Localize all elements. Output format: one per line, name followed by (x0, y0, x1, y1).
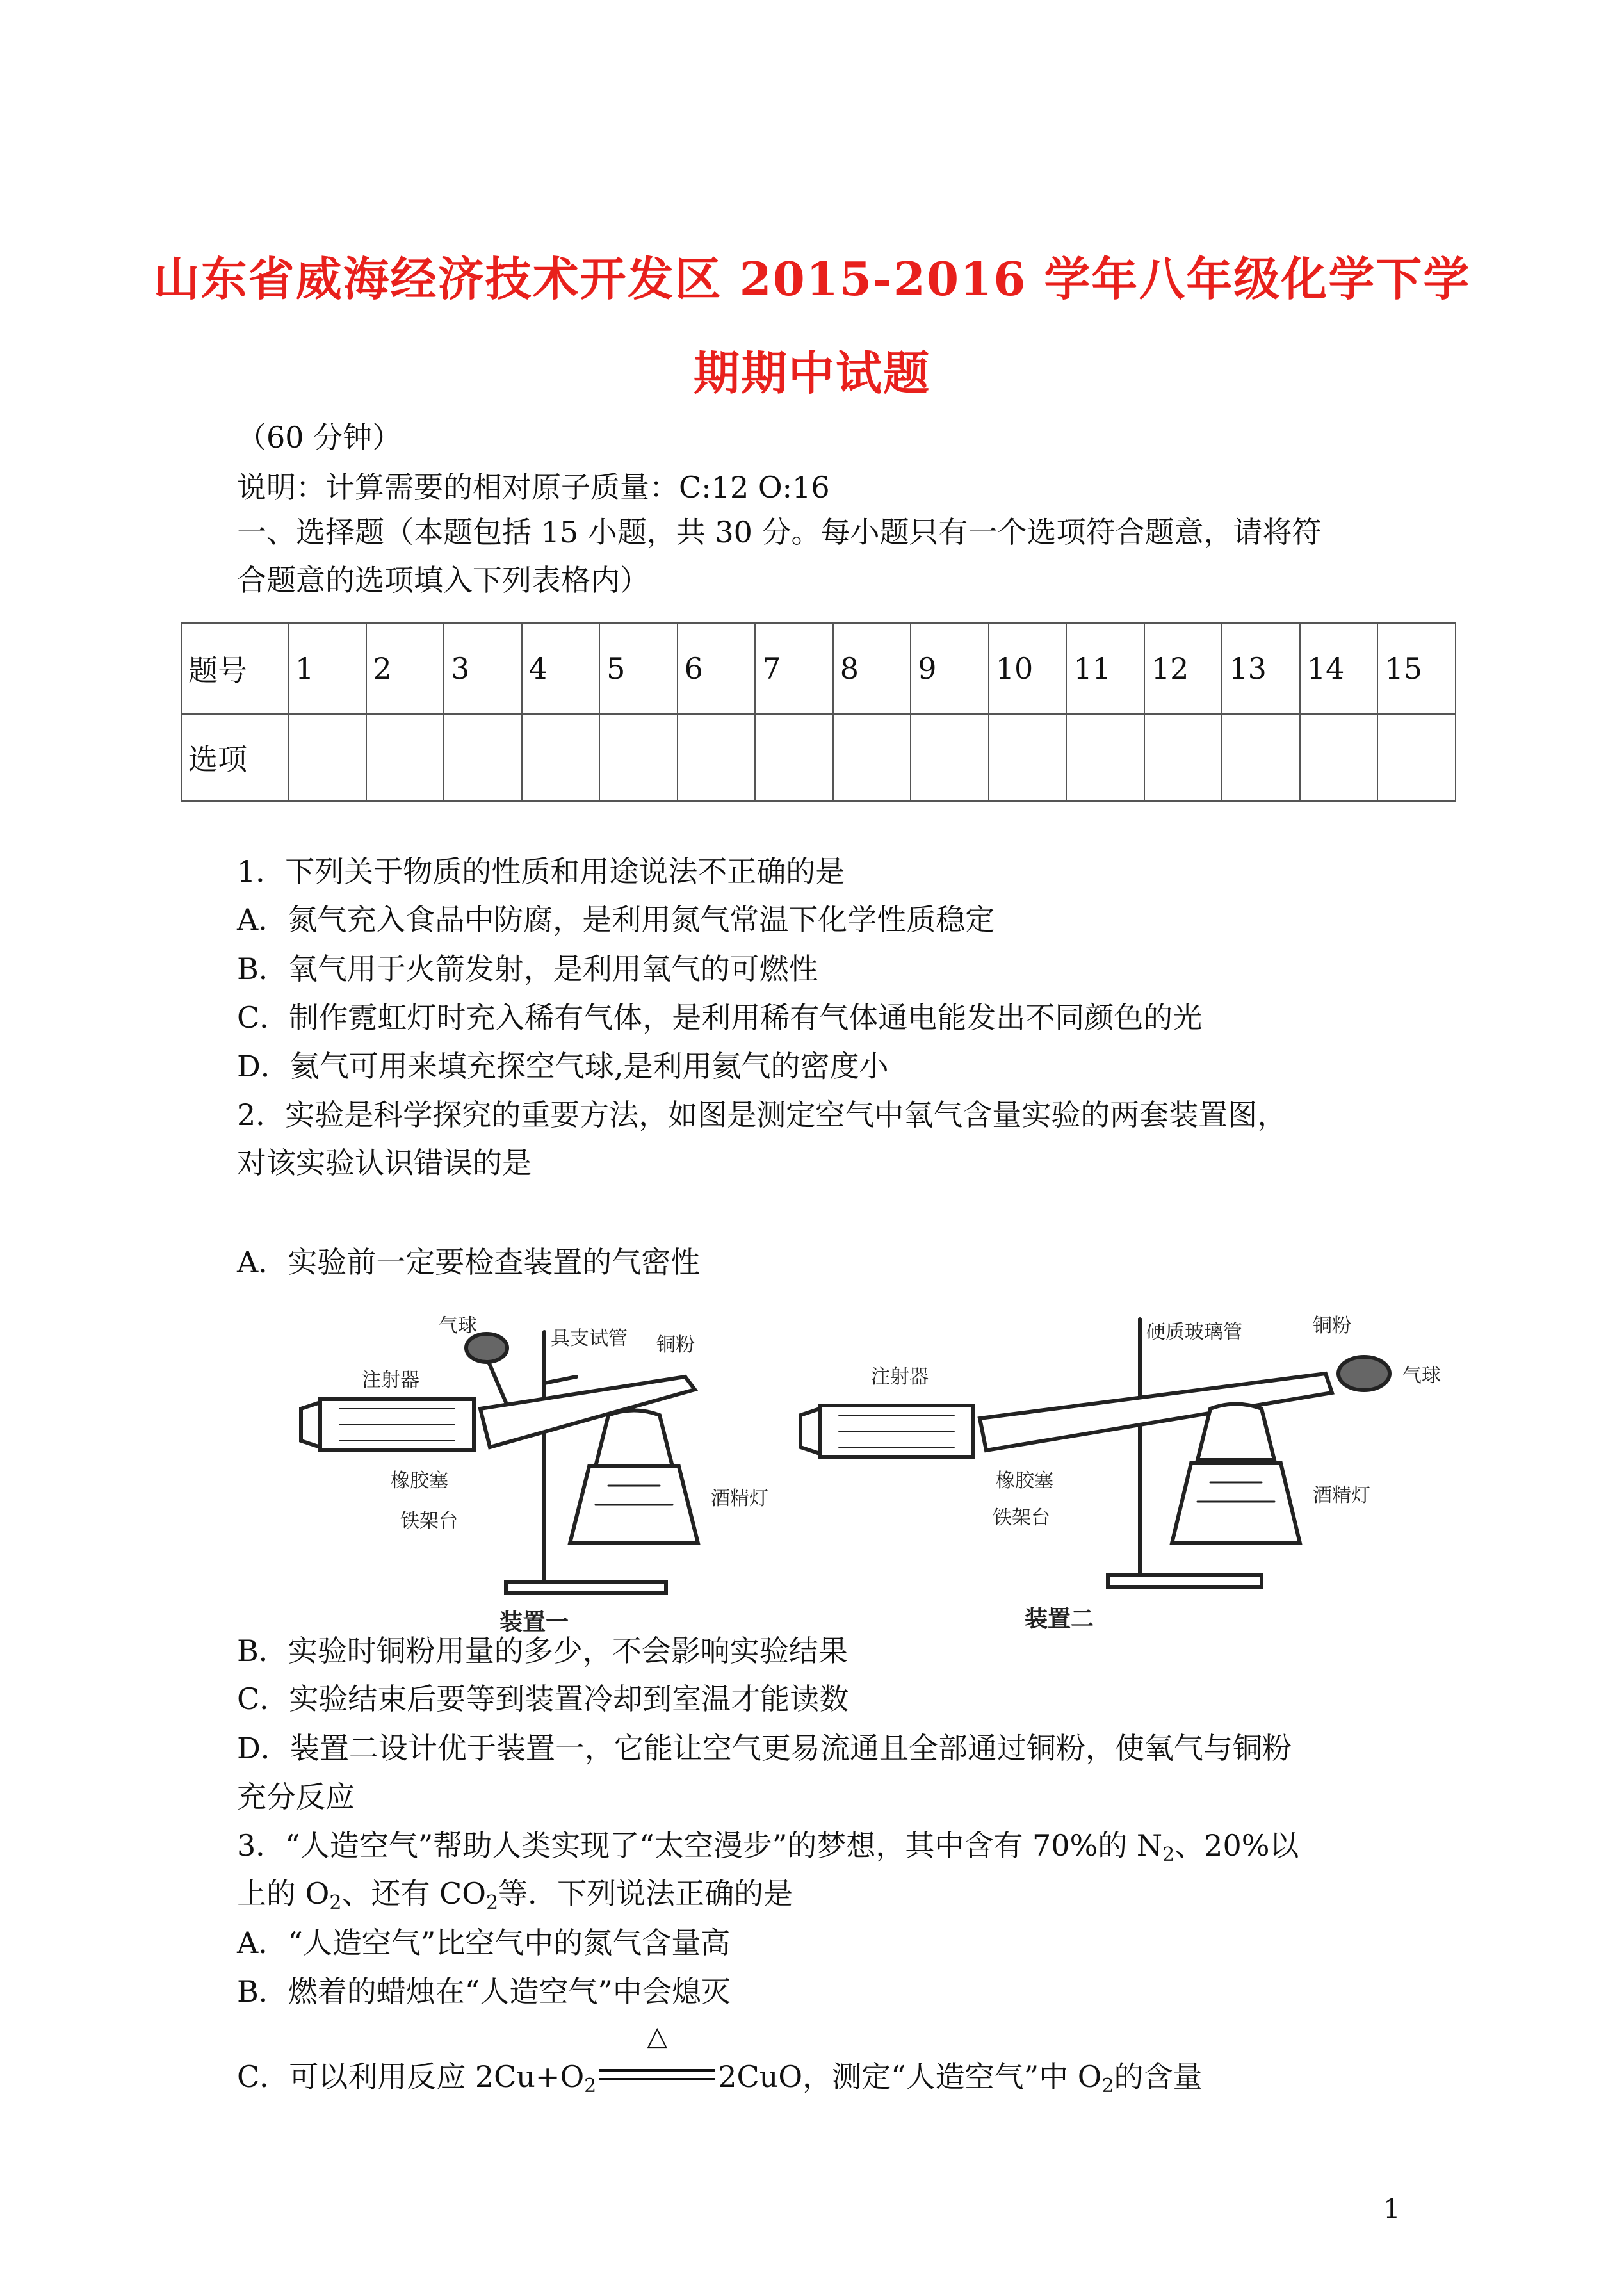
q3-stem-text: 等．下列说法正确的是 (498, 1876, 793, 1911)
question-number-cell: 5 (599, 623, 678, 714)
subscript: 2 (1162, 1844, 1175, 1866)
answer-cell[interactable] (989, 714, 1067, 801)
double-line-equals (596, 2046, 718, 2091)
q3-stem-text: 、20%以 (1174, 1828, 1299, 1863)
caption-apparatus-one: 装置一 (499, 1609, 569, 1633)
document-title-line1: 山东省威海经济技术开发区 2015-2016 学年八年级化学下学 (153, 252, 1471, 306)
q3-option-c (237, 2020, 1203, 2097)
question-number-cell: 7 (755, 623, 833, 714)
subscript: 2 (485, 1892, 499, 1914)
alcohol-lamp (1172, 1463, 1300, 1543)
question-number-cell: 12 (1144, 623, 1222, 714)
question-number-cell: 4 (522, 623, 600, 714)
label-iron-stand: 铁架台 (400, 1510, 458, 1532)
q2-option-b: B．实验时铜粉用量的多少，不会影响实验结果 (237, 1634, 848, 1668)
atomic-mass-note: 说明：计算需要的相对原子质量：C:12 O:16 (237, 470, 830, 505)
label-alcohol-lamp: 酒精灯 (1313, 1484, 1370, 1507)
section1-instructions-line1: 一、选择题（本题包括 15 小题，共 30 分。每小题只有一个选项符合题意，请将符 (237, 515, 1322, 549)
stand-base (1108, 1575, 1262, 1587)
q3-stem-text: 上的 O (237, 1876, 330, 1911)
q2-stem-line2: 对该实验认识错误的是 (237, 1146, 532, 1180)
subscript: 2 (584, 2075, 597, 2097)
q3-option-c-text: C．可以利用反应 2Cu+O (237, 2059, 585, 2094)
answer-cell[interactable] (1066, 714, 1144, 801)
label-balloon: 气球 (439, 1315, 477, 1337)
label-copper-powder: 铜粉 (1313, 1315, 1351, 1337)
label-alcohol-lamp: 酒精灯 (711, 1488, 768, 1510)
copper-powder-support (1198, 1404, 1274, 1461)
apparatus-two-drawing (800, 1319, 1390, 1587)
q3-stem-text: 3．“人造空气”帮助人类实现了“太空漫步”的梦想，其中含有 70%的 N (237, 1828, 1163, 1863)
answer-table-number-row (181, 623, 1456, 714)
page-number: 1 (1383, 2193, 1401, 2225)
q2-option-d-line2: 充分反应 (237, 1780, 355, 1814)
label-syringe: 注射器 (362, 1369, 419, 1391)
q2-stem-line1: 2．实验是科学探究的重要方法，如图是测定空气中氧气含量实验的两套装置图， (237, 1098, 1287, 1132)
question-number-cell: 15 (1377, 623, 1456, 714)
label-balloon: 气球 (1402, 1365, 1441, 1387)
label-hard-glass-tube: 硬质玻璃管 (1146, 1321, 1242, 1343)
label-rubber-stopper: 橡胶塞 (391, 1470, 448, 1492)
apparatus-figure (275, 1313, 1479, 1633)
q3-stem-line1 (237, 1828, 1299, 1866)
q3-option-a: A．“人造空气”比空气中的氮气含量高 (237, 1926, 731, 1960)
answer-cell[interactable] (444, 714, 522, 801)
label-syringe: 注射器 (871, 1366, 929, 1388)
q1-option-a: A．氮气充入食品中防腐，是利用氮气常温下化学性质稳定 (237, 902, 995, 937)
syringe-plunger (301, 1402, 320, 1447)
label-copper-powder: 铜粉 (656, 1334, 695, 1356)
section1-instructions-line2: 合题意的选项填入下列表格内） (237, 563, 649, 597)
heating-condition-sign (596, 2020, 718, 2091)
subscript: 2 (329, 1892, 342, 1914)
question-number-cell: 3 (444, 623, 522, 714)
q3-stem-line2 (237, 1876, 793, 1914)
q1-option-b: B．氧气用于火箭发射，是利用氧气的可燃性 (237, 952, 818, 986)
question-number-cell: 11 (1066, 623, 1144, 714)
answer-cell[interactable] (678, 714, 756, 801)
q2-option-a: A．实验前一定要检查装置的气密性 (237, 1245, 701, 1279)
q2-option-d-line1: D．装置二设计优于装置一，它能让空气更易流通且全部通过铜粉，使氧气与铜粉 (237, 1731, 1292, 1765)
balloon (1338, 1357, 1390, 1390)
label-side-arm-tube: 具支试管 (551, 1327, 628, 1350)
answer-cell[interactable] (599, 714, 678, 801)
subscript: 2 (1101, 2075, 1114, 2097)
stand-clamp (544, 1377, 576, 1383)
question-number-cell: 2 (366, 623, 444, 714)
question-number-cell: 13 (1222, 623, 1300, 714)
delta-heat-symbol: △ (647, 2020, 668, 2052)
question-number-cell: 8 (833, 623, 911, 714)
answer-cell[interactable] (1222, 714, 1300, 801)
q3-option-b: B．燃着的蜡烛在“人造空气”中会熄灭 (237, 1974, 731, 2009)
q3-option-c-text: 的含量 (1114, 2059, 1203, 2094)
answer-table (181, 622, 1456, 802)
syringe-plunger (800, 1409, 820, 1454)
answer-cell[interactable] (755, 714, 833, 801)
answer-cell[interactable] (911, 714, 989, 801)
stand-base (506, 1582, 666, 1593)
q3-option-c-text: 2CuO，测定“人造空气”中 O (718, 2059, 1102, 2094)
answer-cell[interactable] (833, 714, 911, 801)
q1-stem: 1．下列关于物质的性质和用途说法不正确的是 (237, 854, 845, 889)
document-title-line2: 期期中试题 (693, 346, 930, 400)
answer-cell[interactable] (1144, 714, 1222, 801)
answer-table-choice-row (181, 714, 1456, 801)
choice-row-header: 选项 (181, 714, 288, 801)
balloon (466, 1334, 507, 1362)
label-rubber-stopper: 橡胶塞 (996, 1470, 1053, 1492)
q1-option-c: C．制作霓虹灯时充入稀有气体，是利用稀有气体通电能发出不同颜色的光 (237, 1000, 1203, 1035)
question-number-cell: 10 (989, 623, 1067, 714)
q3-stem-text: 、还有 CO (341, 1876, 486, 1911)
question-number-cell: 6 (678, 623, 756, 714)
exam-duration: （60 分钟） (237, 420, 402, 455)
hard-glass-tube (980, 1374, 1332, 1450)
answer-cell[interactable] (1300, 714, 1378, 801)
question-number-cell: 14 (1300, 623, 1378, 714)
apparatus-one-drawing (301, 1332, 698, 1593)
question-number-cell: 9 (911, 623, 989, 714)
answer-cell[interactable] (288, 714, 366, 801)
answer-cell[interactable] (366, 714, 444, 801)
question-number-cell: 1 (288, 623, 366, 714)
number-row-header: 题号 (181, 623, 288, 714)
copper-powder-support (596, 1411, 672, 1467)
answer-cell[interactable] (1377, 714, 1456, 801)
q1-option-d: D．氦气可用来填充探空气球,是利用氦气的密度小 (237, 1049, 889, 1083)
label-iron-stand: 铁架台 (993, 1507, 1050, 1529)
answer-cell[interactable] (522, 714, 600, 801)
q2-option-c: C．实验结束后要等到装置冷却到室温才能读数 (237, 1682, 849, 1716)
caption-apparatus-two: 装置二 (1025, 1606, 1094, 1632)
